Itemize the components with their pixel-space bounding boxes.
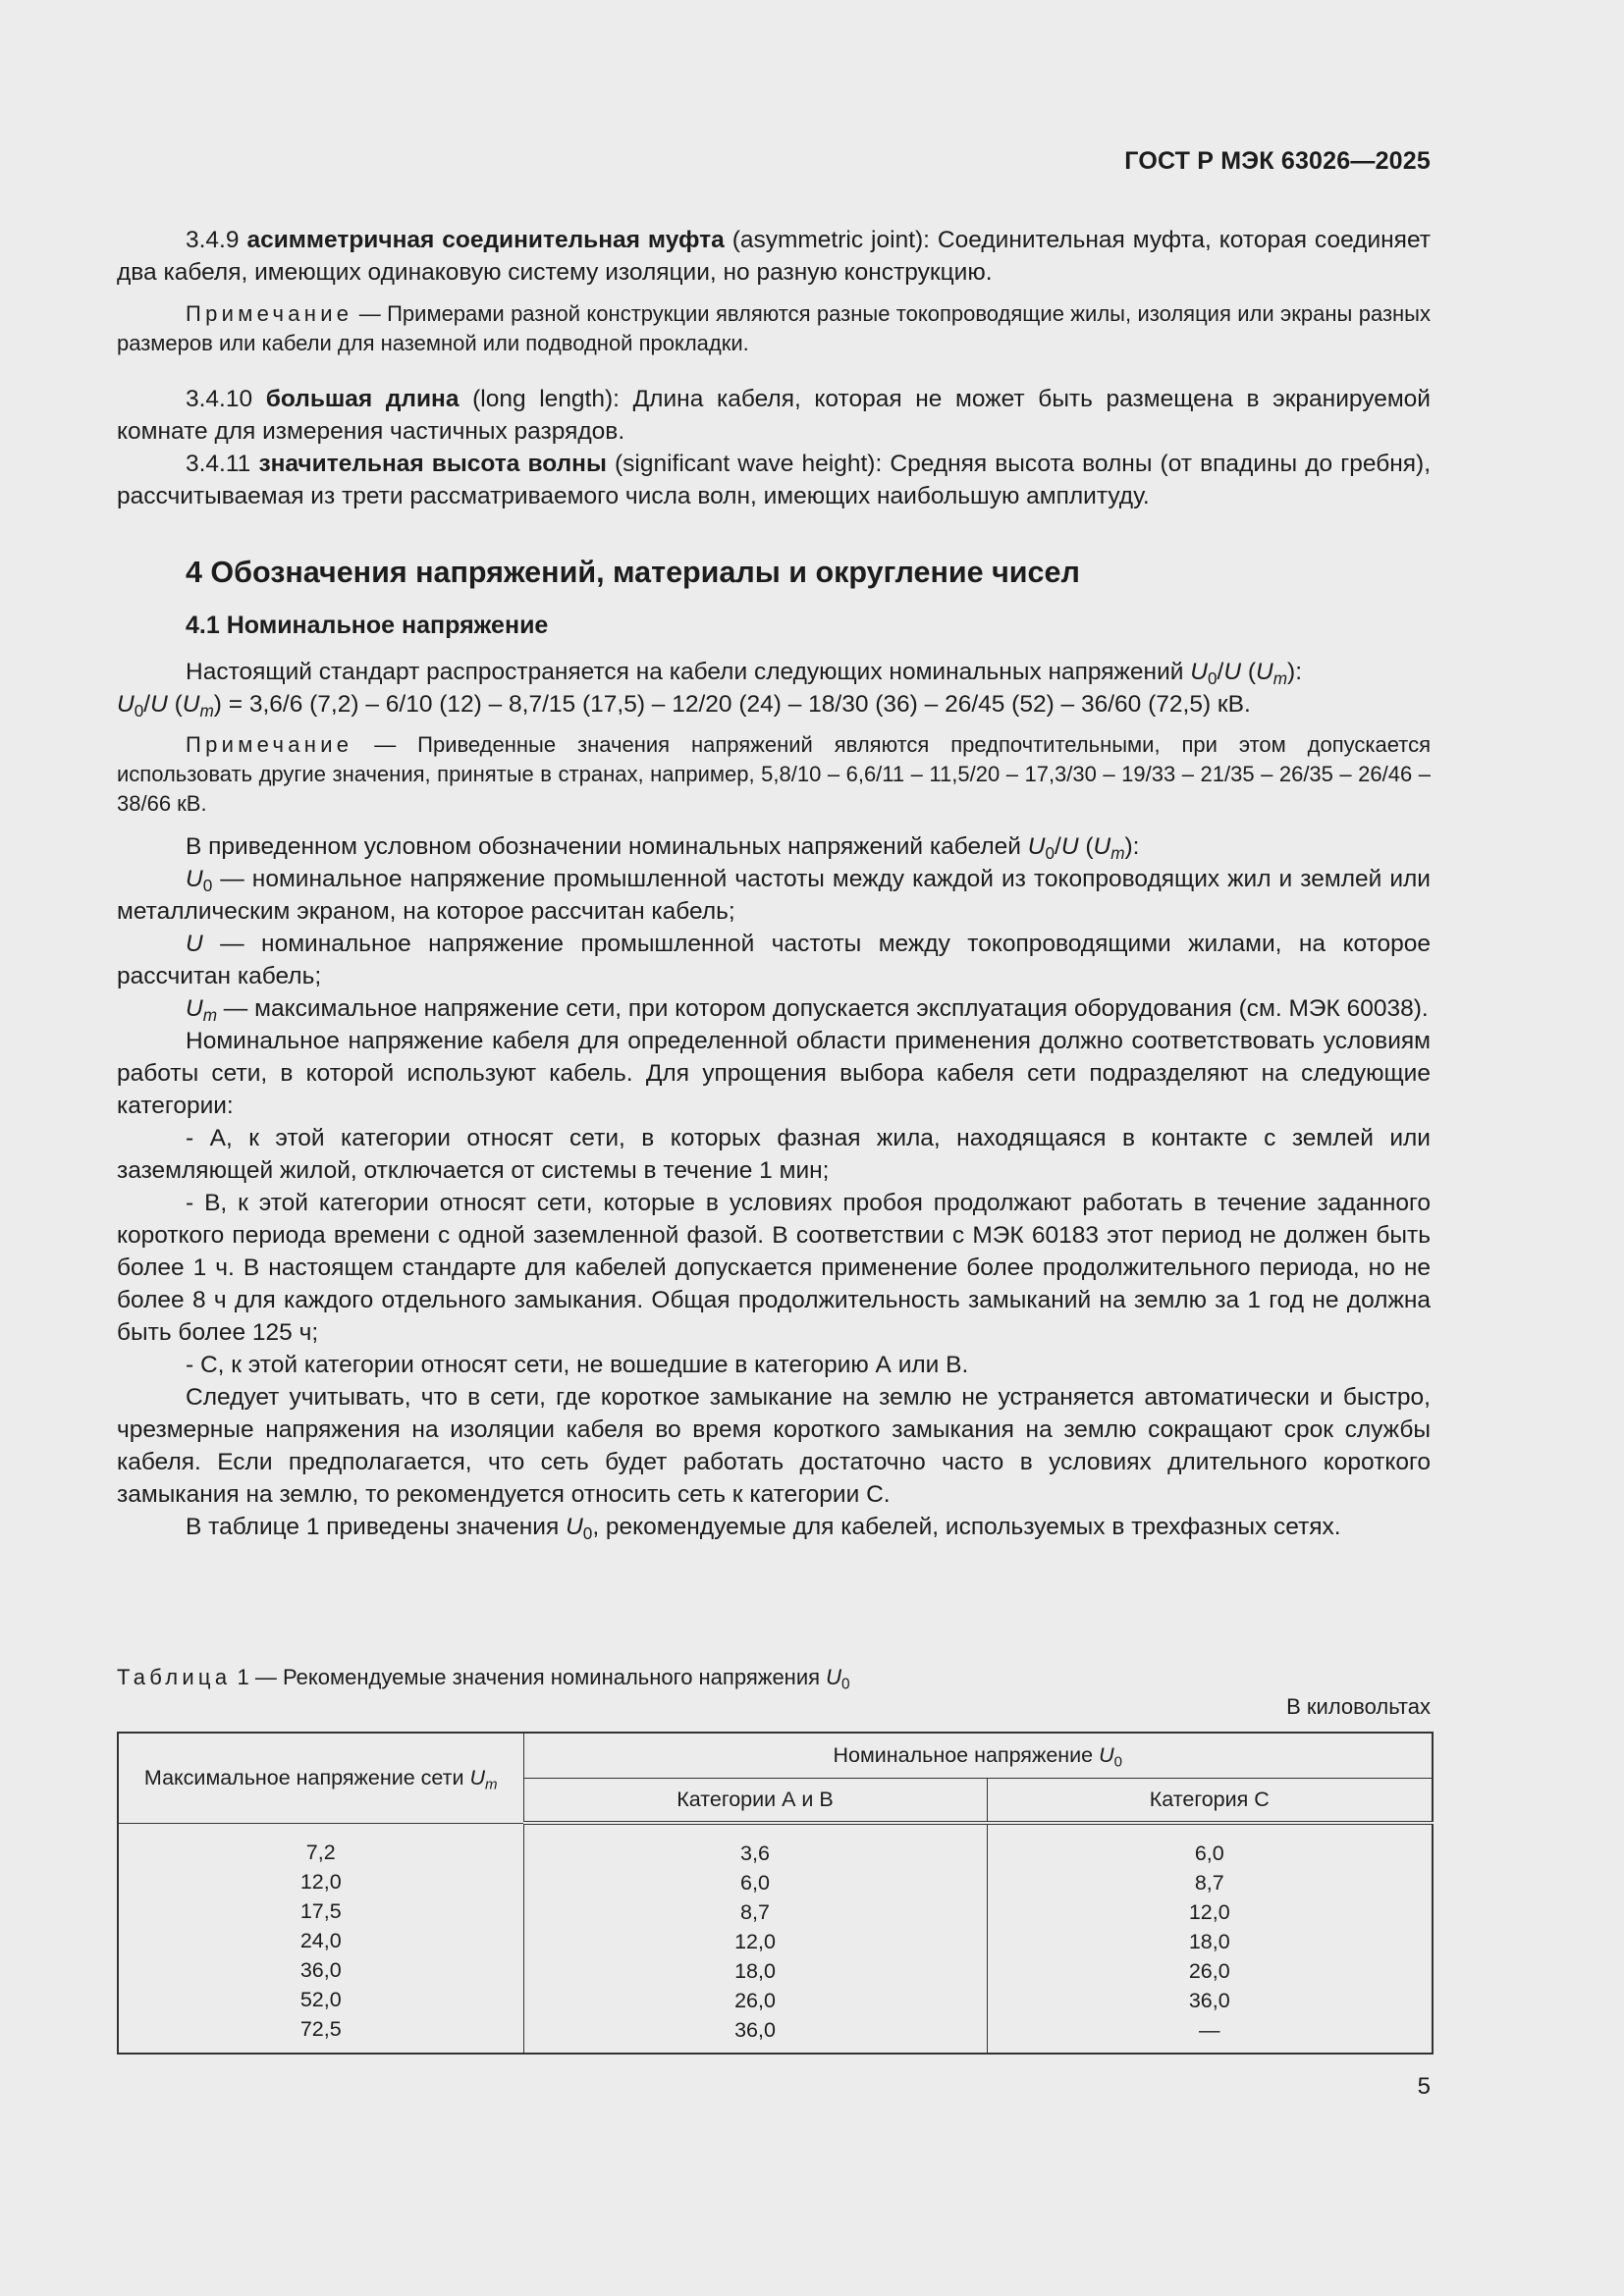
section-title: 4 Обозначения напряжений, материалы и округление чисел: [186, 556, 1080, 589]
clause-number: 3.4.9: [186, 227, 240, 253]
note-text: — Примерами разной конструкции являются разные токопроводящие жилы, изоляция или экраны разных размеров или кабели для наземной или подводной прокладки.: [117, 301, 1431, 355]
section-4: [117, 553, 1431, 1543]
table-units: В киловольтах: [1286, 1694, 1431, 1719]
table-reference-paragraph: В таблице 1 приведены значения $U_0$, рекомендуемые для кабелей, используемых в трехфазных сетях.: [186, 1514, 1341, 1544]
voltage-table: [117, 1732, 1434, 2055]
ground-fault-paragraph: Следует учитывать, что в сети, где короткое замыкание на землю не устраняется автоматически и быстро, чрезмерные напряжения на изоляции кабеля во время короткого замыкания на землю сокращают срок службы кабеля. Если предполагается, что сеть будет работать достаточно часто в условиях длительного короткого замыкания на землю, то рекомендуется относить сеть к категории С.: [117, 1384, 1431, 1508]
note-text: — Приведенные значения напряжений являются предпочтительными, при этом допускается использовать другие значения, принятые в странах, например, 5,8/10 – 6,6/11 – 11,5/20 – 17,3/30 – 19/33 – 21/35 – 26/35 – 26/46 – 38/66 кВ.: [117, 732, 1431, 816]
note: [117, 299, 1431, 358]
clause-text: (long length): Длина кабеля, которая не может быть размещена в экранируемой комнате для измерения частичных разрядов.: [117, 386, 1431, 445]
clause-3-4-9: [117, 224, 1431, 358]
clause-term: значительная высота волны: [258, 451, 607, 477]
table-1-block: [117, 1663, 1431, 2055]
clause-3-4-11: [117, 448, 1431, 512]
page-header: ГОСТ Р МЭК 63026—2025: [1124, 147, 1431, 175]
designation-paragraph: В приведенном условном обозначении номинальных напряжений кабелей $U_0/U$ $(U_m)$:: [186, 833, 1140, 864]
clause-3-4-10-and-11: [117, 383, 1431, 512]
clause-term: асимметричная соединительная муфта: [246, 227, 725, 253]
header-max-voltage: Максимальное напряжение сети $U_m$: [118, 1733, 523, 1823]
column-max-voltage: 7,2 12,0 17,5 24,0 36,0 52,0 72,5: [118, 1823, 523, 2054]
clause-text: (significant wave height): Средняя высота волны (от впадины до гребня), рассчитываемая из трети рассматриваемого числа волн, имеющих наибольшую амплитуду.: [117, 451, 1432, 509]
voltage-paragraph: Настоящий стандарт распространяется на кабели следующих номинальных напряжений $U_0/U$ $(U_m)$:: [186, 659, 1302, 689]
voltage-list: $U_0/U$ $(U_m) = 3,6/6$ (7,2) – 6/10 (12) – 8,7/15 (17,5) – 12/20 (24) – 18/30 (36) – 26/45 (52) – 36/60 (72,5) кВ.: [117, 691, 1251, 721]
clause-term: большая длина: [265, 386, 460, 412]
definition-u: U — номинальное напряжение промышленной частоты между токопроводящими жилами, на которое рассчитан кабель;: [117, 931, 1431, 989]
note-label: Примечание: [186, 301, 353, 326]
note: [117, 730, 1431, 819]
category-c: - С, к этой категории относят сети, не вошедшие в категорию А или В.: [186, 1352, 969, 1378]
header-nominal-voltage: Номинальное напряжение $U_0$: [523, 1733, 1433, 1778]
category-a: - А, к этой категории относят сети, в которых фазная жила, находящаяся в контакте с землей или заземляющей жилой, отключается от системы в течение 1 мин;: [117, 1125, 1431, 1184]
page-number: 5: [1417, 2073, 1431, 2100]
column-category-c: 6,0 8,7 12,0 18,0 26,0 36,0 —: [987, 1823, 1433, 2054]
clause-number: 3.4.10: [186, 386, 253, 412]
clause-number: 3.4.11: [186, 451, 251, 477]
header-category-c: Категория С: [987, 1778, 1433, 1823]
definition-u0: $U_0$ — номинальное напряжение промышленной частоты между каждой из токопроводящих жил и землей или металлическим экраном, на которое рассчитан кабель;: [117, 866, 1431, 925]
clause-text: (asymmetric joint): Соединительная муфта, которая соединяет два кабеля, имеющих одинаковую систему изоляции, но разную конструкцию.: [117, 227, 1431, 286]
clause-paragraph: [117, 224, 1431, 289]
header-category-ab: Категории А и В: [523, 1778, 987, 1823]
clause-3-4-10: [117, 383, 1431, 448]
column-category-ab: 3,6 6,0 8,7 12,0 18,0 26,0 36,0: [523, 1823, 987, 2054]
categories-intro: Номинальное напряжение кабеля для определенной области применения должно соответствовать условиям работы сети, в которой используют кабель. Для упрощения выбора кабеля сети подразделяют на следующие категории:: [117, 1028, 1431, 1119]
table-caption: Таблица 1 — Рекомендуемые значения номинального напряжения $U_0$: [117, 1665, 850, 1693]
category-b: - В, к этой категории относят сети, которые в условиях пробоя продолжают работать в течение заданного короткого периода времени с одной заземленной фазой. В соответствии с МЭК 60183 этот период не должен быть более 1 ч. В настоящем стандарте для кабелей допускается применение более продолжительного периода, но не более 8 ч для каждого отдельного замыкания. Общая продолжительность замыканий на землю за 1 год не должна быть более 125 ч;: [117, 1190, 1431, 1346]
note-label: Примечание: [186, 732, 353, 757]
subsection-title: 4.1 Номинальное напряжение: [186, 612, 549, 639]
definition-um: $U_m$ — максимальное напряжение сети, при котором допускается эксплуатация оборудования (см. МЭК 60038).: [186, 995, 1429, 1026]
